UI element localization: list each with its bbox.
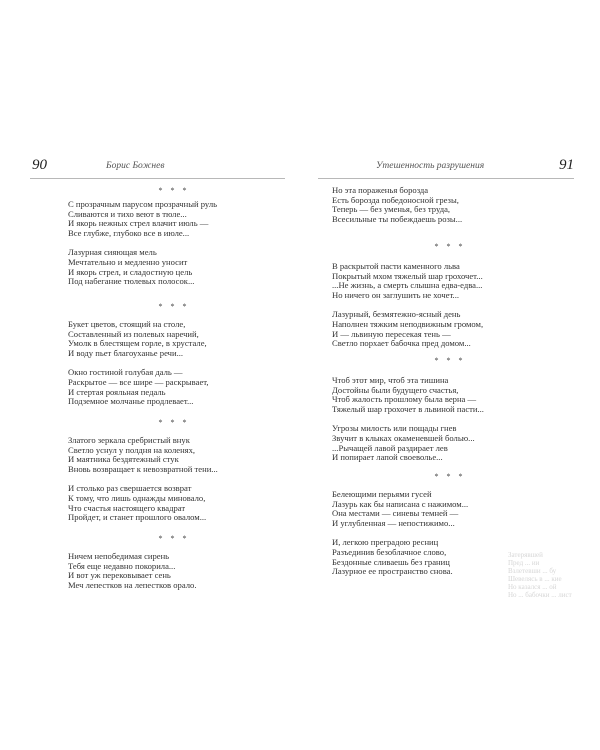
verse-line: И якорь нежных стрел влачит июль —	[68, 218, 209, 229]
verse-line: Бездонные сливаешь без границ	[332, 556, 450, 567]
stanza	[332, 310, 568, 348]
verse-line: Мечтательно и медленно уносит	[68, 256, 188, 267]
bleed-line: Но казался ... ой	[508, 583, 557, 591]
verse-line: Всесильные ты побеждаешь розы...	[332, 213, 463, 224]
verse-line: Теперь — без уменья, без труда,	[332, 204, 451, 215]
poem	[332, 186, 568, 224]
verse-line: Она местами — синевы темней —	[332, 508, 459, 519]
bleed-line: Пред ... ии	[508, 559, 540, 567]
verse-line: С прозрачным парусом прозрачный руль	[68, 199, 218, 209]
verse-line: Чтоб жалость прошлому была верна —	[332, 394, 477, 405]
verse-line: Ничем непобедимая сирень	[68, 551, 170, 561]
verse-line: К тому, что лишь однажды миновало,	[68, 492, 206, 503]
author-name: Борис Божнев	[106, 161, 165, 171]
section-stars: * * *	[158, 418, 190, 427]
section-stars: * * *	[434, 242, 466, 251]
verse-line: И вот уж перековывает сень	[68, 570, 171, 581]
verse-line: Светло уснул у полдня на коленях,	[68, 444, 196, 455]
stanza	[68, 320, 280, 358]
verse-line: Есть борозда победоносной грезы,	[332, 194, 459, 205]
section-title: Утешенность разрушения	[376, 161, 485, 171]
verse-line: И, легкою преградою ресниц	[332, 537, 439, 548]
verse-line: В раскрытой пасти каменного льва	[332, 261, 460, 271]
running-head	[30, 156, 285, 179]
poem	[68, 418, 280, 523]
verse-line: Белеющими перьями гусей	[332, 489, 432, 499]
verse-line: Лазурный, безмятежно-ясный день	[332, 309, 461, 320]
verse-line: Тебя еще недавно покорила...	[68, 560, 176, 571]
poem	[68, 534, 280, 590]
verse-line: Под набегание тюлевых полосок...	[68, 276, 195, 287]
verse-line: Златого зеркала сребристый внук	[68, 435, 190, 445]
verse-line: ...Рычащей лавой раздирает лев	[332, 442, 448, 453]
poem	[68, 186, 280, 287]
poem	[332, 242, 568, 349]
stanza	[68, 552, 280, 590]
verse-line: Звучит в клыках окаменевшей болью...	[332, 432, 475, 443]
verse-line: Угрозы милость или пощады гнев	[332, 423, 457, 434]
stanza	[68, 200, 280, 238]
bleed-line: Но ... бабочки ... лист	[508, 591, 572, 599]
verse-line: Но эта пораженья борозда	[332, 185, 429, 195]
verse-line: Подземное молчанье продлевает...	[68, 396, 194, 407]
verse-line: Окно гостиной голубая даль —	[68, 367, 183, 378]
verse-line: Умолк в блестящем горле, в хрустале,	[68, 338, 207, 349]
verse-line: Лазурь как бы написана с нажимом...	[332, 498, 469, 509]
poem	[332, 356, 568, 463]
verse-line: Сливаются и тихо веют в тюле...	[68, 208, 187, 219]
bleed-line: Взлетевши ... бу	[508, 567, 557, 575]
verse-line: Достойны были будущего счастья,	[332, 384, 459, 395]
section-stars: * * *	[434, 472, 466, 481]
stanza	[332, 424, 568, 462]
verse-line: И стертая рояльная педаль	[68, 386, 166, 397]
verse-line: Вновь возвращает к невозвратной тени...	[68, 463, 218, 474]
verse-line: Пройдет, и станет прошлого овалом...	[68, 512, 207, 523]
section-stars: * * *	[158, 186, 190, 195]
right-page	[318, 156, 574, 596]
verse-line: Разъединив безоблачное слово,	[332, 546, 447, 557]
verse-line: Составленный из полевых наречий,	[68, 328, 199, 339]
stanza	[68, 368, 280, 406]
stanza	[68, 484, 280, 522]
verse-line: И столько раз свершается возврат	[68, 483, 192, 494]
verse-line: Тяжелый шар грохочет в львиной пасти...	[332, 403, 484, 414]
stanza	[332, 490, 568, 528]
verse-line: Чтоб этот мир, чтоб эта тишина	[332, 375, 449, 385]
bleed-through-text	[508, 551, 578, 599]
verse-line: Меч лепестков на лепестков орало.	[68, 579, 197, 590]
poem	[68, 302, 280, 407]
verse-line: Светло порхает бабочка пред домом...	[332, 338, 471, 349]
verse-line: Лазурное ее пространство снова.	[332, 566, 453, 577]
page-number: 91	[559, 157, 574, 173]
stanza	[332, 186, 568, 224]
verse-line: И углубленная — непостижимо...	[332, 517, 455, 528]
verse-line: И маятника бездятежный стук	[68, 454, 179, 465]
stanza	[332, 376, 568, 414]
page-number: 90	[32, 157, 47, 173]
verse-line: Все глубже, глубоко все в июле...	[68, 227, 190, 238]
section-stars: * * *	[158, 534, 190, 543]
verse-line: Но ничего он заглушить не хочет...	[332, 289, 460, 300]
verse-line: И попирает лапой своеволье...	[332, 452, 443, 463]
verse-line: Лазурная сияющая мель	[68, 247, 157, 258]
section-stars: * * *	[434, 356, 466, 365]
bleed-line: Шевелясь в ... кие	[508, 575, 562, 583]
bleed-line: Затерявшей	[508, 551, 543, 559]
section-stars: * * *	[158, 302, 190, 311]
verse-line: И — львиную пересекая тень —	[332, 328, 451, 339]
verse-line: Раскрытое — все шире — раскрывает,	[68, 376, 209, 387]
verse-line: ...Не жизнь, а смерть слышна едва-едва...	[332, 280, 483, 291]
verse-line: И якорь стрел, и сладостную цель	[68, 266, 193, 277]
verse-line: Букет цветов, стоящий на столе,	[68, 319, 186, 329]
running-head	[318, 156, 574, 179]
stanza	[68, 436, 280, 474]
verse-line: Наполнен тяжким неподвижным громом,	[332, 318, 484, 329]
verse-line: И воду пьет благоуханье речи...	[68, 347, 184, 358]
stanza	[68, 248, 280, 286]
verse-line: Покрытый мхом тяжелый шар грохочет...	[332, 270, 483, 281]
left-page	[30, 156, 285, 596]
stanza	[332, 262, 568, 300]
verse-line: Что счастья настоящего квадрат	[68, 502, 186, 513]
